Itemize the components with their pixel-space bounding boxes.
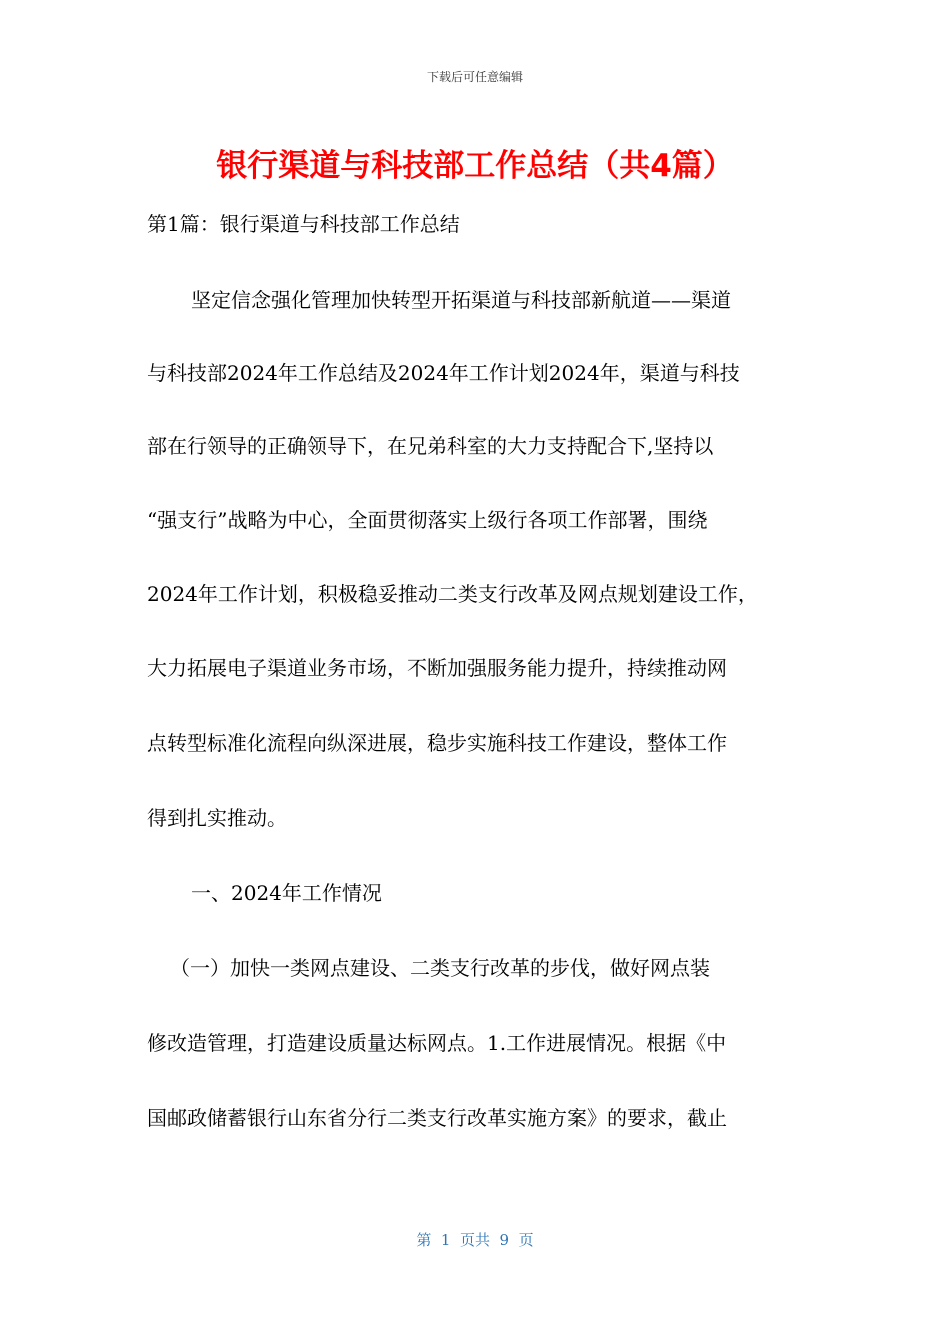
body-line: 点转型标准化流程向纵深进展，稳步实施科技工作建设，整体工作 bbox=[147, 731, 727, 755]
page-footer-number: 第 1 页共 9 页 bbox=[416, 1231, 534, 1249]
body-line: “强支行”战略为中心，全面贯彻落实上级行各项工作部署，围绕 bbox=[147, 508, 708, 532]
document-title: 银行渠道与科技部工作总结（共4篇） bbox=[216, 148, 734, 184]
body-line: 坚定信念强化管理加快转型开拓渠道与科技部新航道——渠道 bbox=[191, 288, 731, 312]
body-line: 2024年工作计划，积极稳妥推动二类支行改革及网点规划建设工作， bbox=[147, 582, 758, 606]
section-heading: 第1篇：银行渠道与科技部工作总结 bbox=[147, 212, 460, 236]
subsection-heading: 一、2024年工作情况 bbox=[191, 881, 382, 905]
body-line: 与科技部2024年工作总结及2024年工作计划2024年，渠道与科技 bbox=[147, 361, 740, 385]
body-line: 大力拓展电子渠道业务市场，不断加强服务能力提升，持续推动网 bbox=[147, 656, 727, 680]
body-line: 国邮政储蓄银行山东省分行二类支行改革实施方案》的要求，截止 bbox=[147, 1106, 727, 1130]
body-line: 部在行领导的正确领导下，在兄弟科室的大力支持配合下,坚持以 bbox=[147, 434, 714, 458]
body-line: 得到扎实推动。 bbox=[147, 806, 287, 830]
body-line: 修改造管理，打造建设质量达标网点。1.工作进展情况。根据《中 bbox=[147, 1031, 727, 1055]
page-header-note: 下载后可任意编辑 bbox=[426, 70, 523, 84]
body-line: （一）加快一类网点建设、二类支行改革的步伐，做好网点装 bbox=[170, 956, 710, 980]
